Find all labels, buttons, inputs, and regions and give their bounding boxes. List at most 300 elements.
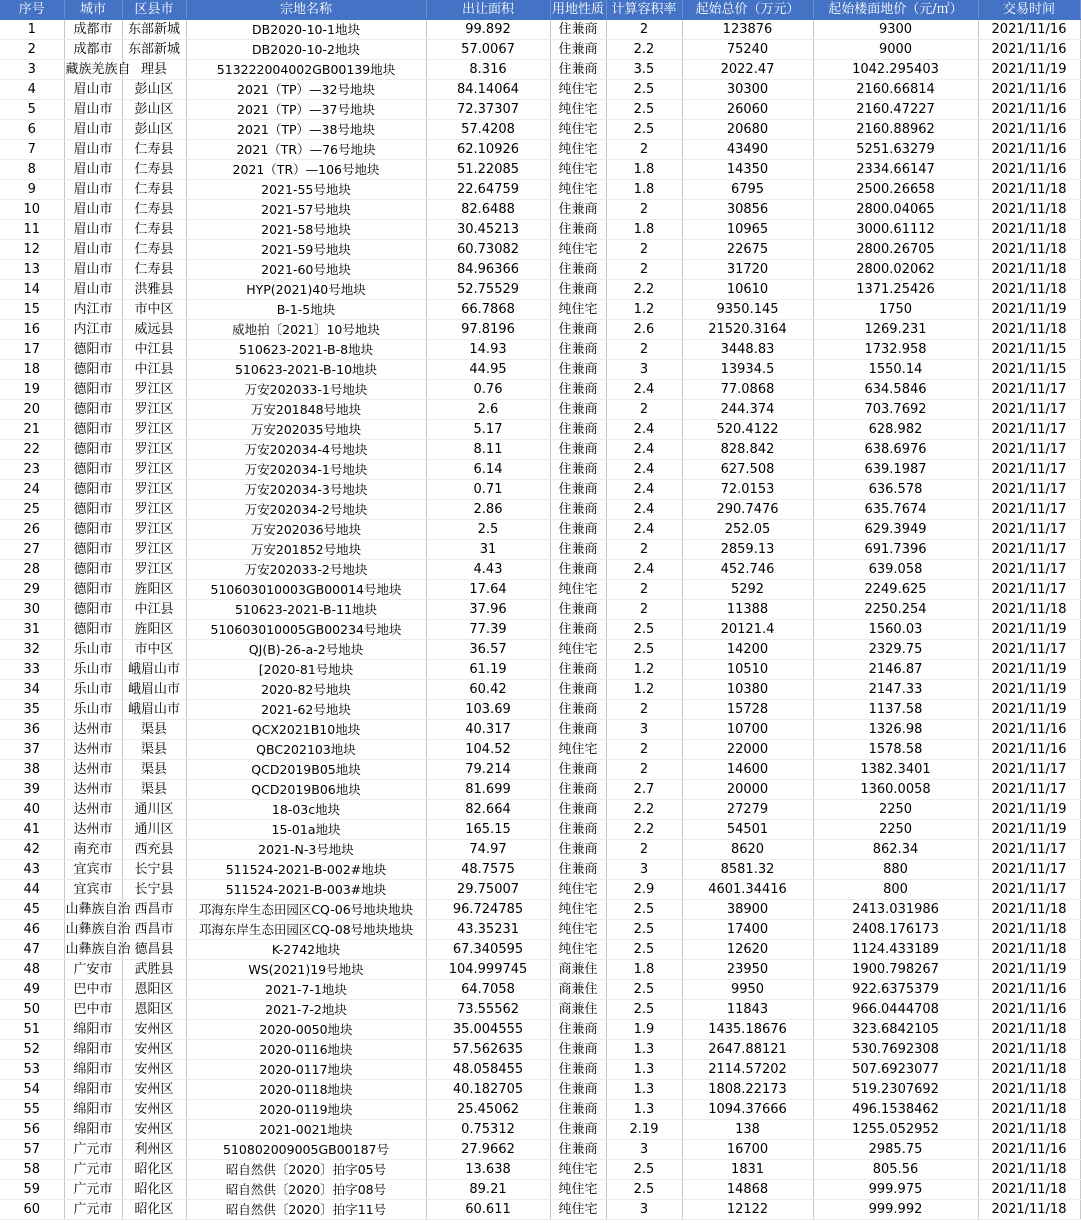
cell-city: 德阳市 [64, 420, 122, 440]
cell-parcel-name: 510603010003GB00014号地块 [186, 580, 426, 600]
cell-trade-date: 2021/11/18 [978, 280, 1080, 300]
cell-starting-total-price: 77.0868 [682, 380, 813, 400]
cell-parcel-name: 2021-62号地块 [186, 700, 426, 720]
cell-starting-floor-price: 1269.231 [813, 320, 978, 340]
cell-starting-total-price: 8581.32 [682, 860, 813, 880]
cell-land-use: 住兼商 [550, 760, 606, 780]
cell-district: 仁寿县 [122, 240, 186, 260]
cell-starting-floor-price: 1371.25426 [813, 280, 978, 300]
cell-district: 罗江区 [122, 400, 186, 420]
cell-area: 40.182705 [426, 1080, 550, 1100]
cell-starting-floor-price: 9300 [813, 20, 978, 40]
table-row [0, 1120, 1080, 1140]
cell-area: 5.17 [426, 420, 550, 440]
cell-index: 31 [0, 620, 64, 640]
cell-index: 4 [0, 80, 64, 100]
cell-district: 通川区 [122, 820, 186, 840]
cell-district: 西充县 [122, 840, 186, 860]
cell-starting-floor-price: 1137.58 [813, 700, 978, 720]
cell-index: 39 [0, 780, 64, 800]
cell-district: 理县 [122, 60, 186, 80]
cell-district: 安州区 [122, 1040, 186, 1060]
cell-area: 48.7575 [426, 860, 550, 880]
cell-district: 仁寿县 [122, 200, 186, 220]
cell-land-use: 住兼商 [550, 680, 606, 700]
cell-plot-ratio: 2.5 [606, 120, 682, 140]
table-row [0, 140, 1080, 160]
cell-district: 罗江区 [122, 420, 186, 440]
cell-trade-date: 2021/11/18 [978, 940, 1080, 960]
cell-city: 德阳市 [64, 360, 122, 380]
cell-trade-date: 2021/11/16 [978, 140, 1080, 160]
cell-starting-floor-price: 2800.26705 [813, 240, 978, 260]
table-row [0, 100, 1080, 120]
cell-district: 峨眉山市 [122, 700, 186, 720]
cell-index: 21 [0, 420, 64, 440]
cell-land-use: 住兼商 [550, 260, 606, 280]
cell-starting-floor-price: 2329.75 [813, 640, 978, 660]
cell-index: 29 [0, 580, 64, 600]
cell-starting-floor-price: 800 [813, 880, 978, 900]
cell-starting-total-price: 828.842 [682, 440, 813, 460]
cell-plot-ratio: 2 [606, 580, 682, 600]
cell-district: 渠县 [122, 760, 186, 780]
cell-plot-ratio: 2 [606, 140, 682, 160]
cell-area: 99.892 [426, 20, 550, 40]
cell-land-use: 住兼商 [550, 800, 606, 820]
cell-starting-floor-price: 999.975 [813, 1180, 978, 1200]
cell-index: 49 [0, 980, 64, 1000]
cell-land-use: 纯住宅 [550, 580, 606, 600]
table-row [0, 700, 1080, 720]
cell-trade-date: 2021/11/17 [978, 580, 1080, 600]
cell-starting-total-price: 1831 [682, 1160, 813, 1180]
cell-parcel-name: 2021（TP）—38号地块 [186, 120, 426, 140]
cell-trade-date: 2021/11/17 [978, 840, 1080, 860]
cell-land-use: 商兼住 [550, 1000, 606, 1020]
cell-starting-floor-price: 2800.04065 [813, 200, 978, 220]
cell-trade-date: 2021/11/18 [978, 1060, 1080, 1080]
cell-area: 103.69 [426, 700, 550, 720]
cell-starting-total-price: 22000 [682, 740, 813, 760]
cell-city: 达州市 [64, 740, 122, 760]
cell-parcel-name: 邛海东岸生态田园区CQ-06号地块地块 [186, 900, 426, 920]
cell-trade-date: 2021/11/19 [978, 800, 1080, 820]
table-row [0, 300, 1080, 320]
cell-parcel-name: QCD2019B05地块 [186, 760, 426, 780]
cell-area: 8.316 [426, 60, 550, 80]
cell-parcel-name: 2021（TR）—76号地块 [186, 140, 426, 160]
cell-parcel-name: 2021-58号地块 [186, 220, 426, 240]
cell-area: 51.22085 [426, 160, 550, 180]
cell-index: 10 [0, 200, 64, 220]
table-header [0, 0, 1080, 20]
cell-index: 19 [0, 380, 64, 400]
cell-city: 德阳市 [64, 480, 122, 500]
cell-land-use: 纯住宅 [550, 240, 606, 260]
cell-land-use: 住兼商 [550, 520, 606, 540]
table-row [0, 860, 1080, 880]
cell-city: 德阳市 [64, 340, 122, 360]
cell-land-use: 住兼商 [550, 60, 606, 80]
cell-area: 2.86 [426, 500, 550, 520]
table-row [0, 260, 1080, 280]
cell-area: 57.4208 [426, 120, 550, 140]
table-row [0, 420, 1080, 440]
cell-parcel-name: 2020-0050地块 [186, 1020, 426, 1040]
cell-area: 36.57 [426, 640, 550, 660]
cell-city: 达州市 [64, 800, 122, 820]
cell-land-use: 纯住宅 [550, 1160, 606, 1180]
cell-index: 47 [0, 940, 64, 960]
cell-area: 89.21 [426, 1180, 550, 1200]
cell-starting-floor-price: 323.6842105 [813, 1020, 978, 1040]
cell-land-use: 住兼商 [550, 560, 606, 580]
cell-plot-ratio: 1.8 [606, 960, 682, 980]
cell-plot-ratio: 2 [606, 540, 682, 560]
cell-land-use: 住兼商 [550, 1100, 606, 1120]
cell-city: 绵阳市 [64, 1040, 122, 1060]
cell-starting-floor-price: 2413.031986 [813, 900, 978, 920]
cell-district: 威远县 [122, 320, 186, 340]
cell-index: 43 [0, 860, 64, 880]
cell-district: 仁寿县 [122, 260, 186, 280]
cell-trade-date: 2021/11/19 [978, 660, 1080, 680]
cell-index: 27 [0, 540, 64, 560]
cell-parcel-name: 万安201852号地块 [186, 540, 426, 560]
cell-land-use: 纯住宅 [550, 640, 606, 660]
cell-plot-ratio: 2 [606, 260, 682, 280]
cell-starting-total-price: 6795 [682, 180, 813, 200]
cell-starting-floor-price: 628.982 [813, 420, 978, 440]
cell-index: 5 [0, 100, 64, 120]
cell-area: 17.64 [426, 580, 550, 600]
cell-city: 巴中市 [64, 980, 122, 1000]
cell-parcel-name: 2021-59号地块 [186, 240, 426, 260]
cell-area: 67.340595 [426, 940, 550, 960]
cell-index: 38 [0, 760, 64, 780]
cell-starting-floor-price: 1732.958 [813, 340, 978, 360]
cell-city: 达州市 [64, 780, 122, 800]
cell-district: 东部新城 [122, 20, 186, 40]
cell-plot-ratio: 2.2 [606, 800, 682, 820]
cell-starting-total-price: 75240 [682, 40, 813, 60]
cell-starting-total-price: 10965 [682, 220, 813, 240]
cell-plot-ratio: 2.5 [606, 1180, 682, 1200]
cell-trade-date: 2021/11/18 [978, 200, 1080, 220]
cell-parcel-name: 万安201848号地块 [186, 400, 426, 420]
cell-plot-ratio: 1.2 [606, 680, 682, 700]
cell-parcel-name: 昭自然供〔2020〕拍字08号 [186, 1180, 426, 1200]
cell-trade-date: 2021/11/18 [978, 1040, 1080, 1060]
cell-parcel-name: 511524-2021-B-003#地块 [186, 880, 426, 900]
cell-district: 长宁县 [122, 860, 186, 880]
cell-starting-floor-price: 1255.052952 [813, 1120, 978, 1140]
cell-area: 61.19 [426, 660, 550, 680]
cell-area: 74.97 [426, 840, 550, 860]
cell-plot-ratio: 2 [606, 400, 682, 420]
table-row [0, 1040, 1080, 1060]
cell-area: 31 [426, 540, 550, 560]
column-header-starting-total-price: 起始总价（万元） [682, 0, 813, 20]
cell-district: 东部新城 [122, 40, 186, 60]
cell-land-use: 住兼商 [550, 1140, 606, 1160]
cell-starting-total-price: 2022.47 [682, 60, 813, 80]
cell-parcel-name: B-1-5地块 [186, 300, 426, 320]
cell-land-use: 住兼商 [550, 420, 606, 440]
cell-city: 德阳市 [64, 560, 122, 580]
cell-city: 广元市 [64, 1140, 122, 1160]
cell-plot-ratio: 1.2 [606, 300, 682, 320]
cell-plot-ratio: 2 [606, 600, 682, 620]
cell-area: 84.14064 [426, 80, 550, 100]
cell-trade-date: 2021/11/19 [978, 960, 1080, 980]
cell-area: 64.7058 [426, 980, 550, 1000]
cell-parcel-name: QBC202103地块 [186, 740, 426, 760]
table-row [0, 600, 1080, 620]
cell-land-use: 住兼商 [550, 280, 606, 300]
cell-index: 9 [0, 180, 64, 200]
cell-trade-date: 2021/11/16 [978, 40, 1080, 60]
cell-parcel-name: 510603010005GB00234号地块 [186, 620, 426, 640]
cell-parcel-name: 2021-7-1地块 [186, 980, 426, 1000]
cell-starting-floor-price: 805.56 [813, 1160, 978, 1180]
cell-index: 1 [0, 20, 64, 40]
cell-city: 宜宾市 [64, 860, 122, 880]
cell-starting-floor-price: 5251.63279 [813, 140, 978, 160]
cell-district: 仁寿县 [122, 220, 186, 240]
table-row [0, 160, 1080, 180]
cell-plot-ratio: 2.4 [606, 500, 682, 520]
cell-city: 乐山市 [64, 640, 122, 660]
cell-index: 36 [0, 720, 64, 740]
cell-city: 乐山市 [64, 680, 122, 700]
cell-city: 德阳市 [64, 620, 122, 640]
cell-parcel-name: 2020-0118地块 [186, 1080, 426, 1100]
cell-index: 42 [0, 840, 64, 860]
table-row [0, 560, 1080, 580]
cell-parcel-name: 万安202034-3号地块 [186, 480, 426, 500]
cell-area: 60.42 [426, 680, 550, 700]
cell-city: 藏族羌族自 [64, 60, 122, 80]
cell-starting-total-price: 72.0153 [682, 480, 813, 500]
cell-trade-date: 2021/11/19 [978, 820, 1080, 840]
cell-area: 0.71 [426, 480, 550, 500]
table-row [0, 240, 1080, 260]
cell-parcel-name: 2021（TP）—32号地块 [186, 80, 426, 100]
cell-area: 2.5 [426, 520, 550, 540]
cell-starting-floor-price: 2500.26658 [813, 180, 978, 200]
cell-district: 市中区 [122, 640, 186, 660]
cell-district: 西昌市 [122, 920, 186, 940]
cell-district: 彭山区 [122, 120, 186, 140]
cell-parcel-name: 威地拍〔2021〕10号地块 [186, 320, 426, 340]
cell-trade-date: 2021/11/16 [978, 1000, 1080, 1020]
cell-starting-floor-price: 2800.02062 [813, 260, 978, 280]
cell-district: 旌阳区 [122, 580, 186, 600]
cell-plot-ratio: 2.4 [606, 520, 682, 540]
cell-plot-ratio: 2.2 [606, 280, 682, 300]
cell-district: 恩阳区 [122, 980, 186, 1000]
table-row [0, 1000, 1080, 1020]
cell-area: 82.6488 [426, 200, 550, 220]
cell-index: 32 [0, 640, 64, 660]
table-row [0, 680, 1080, 700]
cell-district: 彭山区 [122, 80, 186, 100]
cell-starting-total-price: 9350.145 [682, 300, 813, 320]
cell-trade-date: 2021/11/19 [978, 300, 1080, 320]
table-row [0, 960, 1080, 980]
cell-starting-total-price: 8620 [682, 840, 813, 860]
cell-trade-date: 2021/11/18 [978, 1020, 1080, 1040]
cell-trade-date: 2021/11/17 [978, 520, 1080, 540]
cell-area: 165.15 [426, 820, 550, 840]
cell-trade-date: 2021/11/16 [978, 80, 1080, 100]
cell-starting-floor-price: 519.2307692 [813, 1080, 978, 1100]
cell-area: 60.611 [426, 1200, 550, 1220]
cell-district: 西昌市 [122, 900, 186, 920]
cell-starting-floor-price: 530.7692308 [813, 1040, 978, 1060]
cell-area: 4.43 [426, 560, 550, 580]
cell-land-use: 住兼商 [550, 480, 606, 500]
cell-starting-total-price: 4601.34416 [682, 880, 813, 900]
cell-starting-floor-price: 1900.798267 [813, 960, 978, 980]
cell-starting-total-price: 31720 [682, 260, 813, 280]
table-row [0, 800, 1080, 820]
cell-trade-date: 2021/11/18 [978, 1160, 1080, 1180]
cell-index: 34 [0, 680, 64, 700]
cell-district: 仁寿县 [122, 140, 186, 160]
cell-area: 0.76 [426, 380, 550, 400]
cell-trade-date: 2021/11/18 [978, 1180, 1080, 1200]
cell-starting-total-price: 10510 [682, 660, 813, 680]
cell-trade-date: 2021/11/19 [978, 620, 1080, 640]
cell-starting-floor-price: 2249.625 [813, 580, 978, 600]
cell-plot-ratio: 2.5 [606, 940, 682, 960]
cell-area: 81.699 [426, 780, 550, 800]
cell-starting-total-price: 252.05 [682, 520, 813, 540]
cell-city: 山彝族自治 [64, 940, 122, 960]
cell-parcel-name: [2020-81号地块 [186, 660, 426, 680]
cell-district: 罗江区 [122, 380, 186, 400]
cell-district: 罗江区 [122, 480, 186, 500]
cell-land-use: 纯住宅 [550, 900, 606, 920]
cell-land-use: 住兼商 [550, 360, 606, 380]
table-row [0, 80, 1080, 100]
cell-area: 2.6 [426, 400, 550, 420]
cell-trade-date: 2021/11/18 [978, 900, 1080, 920]
cell-parcel-name: 510802009005GB00187号 [186, 1140, 426, 1160]
table-row [0, 940, 1080, 960]
cell-parcel-name: QJ(B)-26-a-2号地块 [186, 640, 426, 660]
cell-starting-total-price: 3448.83 [682, 340, 813, 360]
cell-plot-ratio: 2.4 [606, 440, 682, 460]
cell-trade-date: 2021/11/17 [978, 440, 1080, 460]
cell-parcel-name: DB2020-10-1地块 [186, 20, 426, 40]
cell-parcel-name: 2020-0117地块 [186, 1060, 426, 1080]
cell-starting-total-price: 14350 [682, 160, 813, 180]
cell-city: 成都市 [64, 40, 122, 60]
cell-index: 35 [0, 700, 64, 720]
cell-index: 23 [0, 460, 64, 480]
cell-starting-floor-price: 9000 [813, 40, 978, 60]
table-row [0, 920, 1080, 940]
cell-trade-date: 2021/11/17 [978, 400, 1080, 420]
cell-city: 眉山市 [64, 220, 122, 240]
table-row [0, 660, 1080, 680]
cell-district: 罗江区 [122, 500, 186, 520]
cell-area: 29.75007 [426, 880, 550, 900]
cell-starting-total-price: 54501 [682, 820, 813, 840]
cell-index: 58 [0, 1160, 64, 1180]
table-row [0, 60, 1080, 80]
cell-trade-date: 2021/11/17 [978, 560, 1080, 580]
cell-city: 德阳市 [64, 460, 122, 480]
column-header-parcel-name: 宗地名称 [186, 0, 426, 20]
cell-parcel-name: 511524-2021-B-002#地块 [186, 860, 426, 880]
cell-starting-floor-price: 2160.88962 [813, 120, 978, 140]
cell-city: 山彝族自治 [64, 900, 122, 920]
cell-starting-total-price: 26060 [682, 100, 813, 120]
cell-index: 20 [0, 400, 64, 420]
cell-starting-floor-price: 1326.98 [813, 720, 978, 740]
cell-plot-ratio: 2.6 [606, 320, 682, 340]
cell-land-use: 纯住宅 [550, 1180, 606, 1200]
cell-starting-total-price: 11388 [682, 600, 813, 620]
cell-district: 仁寿县 [122, 160, 186, 180]
cell-starting-floor-price: 1550.14 [813, 360, 978, 380]
cell-district: 德昌县 [122, 940, 186, 960]
cell-plot-ratio: 2 [606, 760, 682, 780]
cell-starting-floor-price: 634.5846 [813, 380, 978, 400]
cell-city: 宜宾市 [64, 880, 122, 900]
cell-plot-ratio: 1.2 [606, 660, 682, 680]
cell-trade-date: 2021/11/18 [978, 260, 1080, 280]
cell-city: 德阳市 [64, 580, 122, 600]
cell-index: 40 [0, 800, 64, 820]
cell-starting-total-price: 30856 [682, 200, 813, 220]
cell-parcel-name: 513222004002GB00139地块 [186, 60, 426, 80]
cell-land-use: 住兼商 [550, 1120, 606, 1140]
cell-district: 利州区 [122, 1140, 186, 1160]
cell-district: 罗江区 [122, 560, 186, 580]
cell-land-use: 住兼商 [550, 220, 606, 240]
cell-land-use: 纯住宅 [550, 80, 606, 100]
cell-land-use: 住兼商 [550, 540, 606, 560]
cell-city: 眉山市 [64, 260, 122, 280]
cell-area: 96.724785 [426, 900, 550, 920]
table-row [0, 120, 1080, 140]
cell-index: 14 [0, 280, 64, 300]
cell-city: 眉山市 [64, 240, 122, 260]
cell-trade-date: 2021/11/18 [978, 220, 1080, 240]
cell-area: 30.45213 [426, 220, 550, 240]
table-row [0, 580, 1080, 600]
cell-parcel-name: K-2742地块 [186, 940, 426, 960]
cell-plot-ratio: 2.5 [606, 900, 682, 920]
cell-starting-total-price: 27279 [682, 800, 813, 820]
cell-trade-date: 2021/11/17 [978, 780, 1080, 800]
table-row [0, 1180, 1080, 1200]
cell-starting-floor-price: 2160.66814 [813, 80, 978, 100]
cell-area: 82.664 [426, 800, 550, 820]
cell-city: 德阳市 [64, 380, 122, 400]
cell-plot-ratio: 1.3 [606, 1100, 682, 1120]
cell-starting-total-price: 1094.37666 [682, 1100, 813, 1120]
cell-plot-ratio: 2.5 [606, 1160, 682, 1180]
cell-starting-total-price: 290.7476 [682, 500, 813, 520]
cell-land-use: 住兼商 [550, 40, 606, 60]
